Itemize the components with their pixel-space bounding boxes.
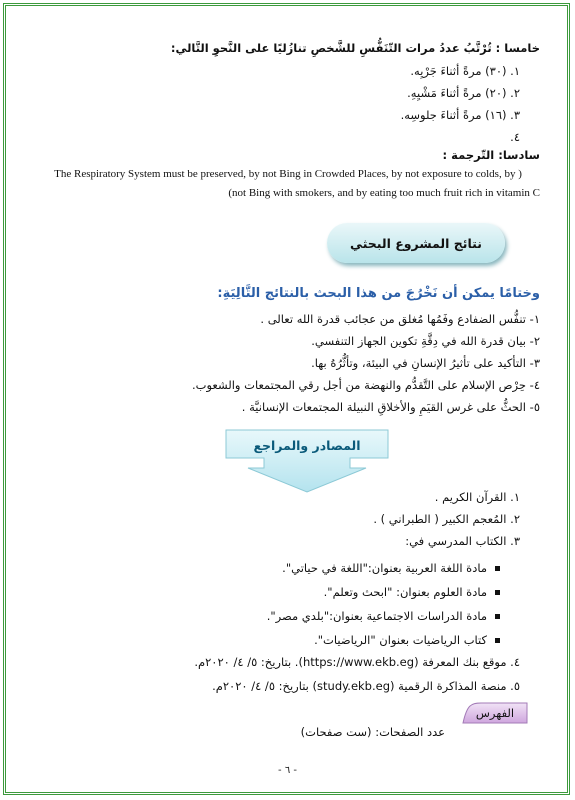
page-number: - ٦ - [278,765,297,776]
list-item: ١. القرآن الكريم . [434,490,520,504]
list-item: ٤- حِرْص الإسلام على التَّقدُّم والنهضة من أجل رقي المجتمعات والشعوب. [192,378,540,392]
section-5-list [20,60,520,148]
list-item: ٢. المُعجم الكبير ( الطبراني ) . [373,512,520,526]
sub-item-label: مادة الدراسات الاجتماعية بعنوان:"بلدي مصر". [266,609,487,623]
bullet-icon [495,638,500,643]
references-title: المصادر والمراجع [253,437,361,453]
results-title-pill: نتائج المشروع البحثي [327,223,505,263]
translation-line-2: (not Bing with smokers, and by eating too much fruit rich in vitamin C [228,187,540,199]
sub-item-label: مادة العلوم بعنوان: "ابحث وتعلم". [323,585,487,599]
list-item [20,628,500,652]
list-item [20,604,500,628]
translation-line-1: The Respiratory System must be preserved, by not Bing in Crowded Places, by not exposure to colds, by ) [54,168,522,180]
list-item: ٢- بيان قدرة الله في دِقَّةِ تكوين الجهاز التنفسي. [311,334,540,348]
list-item: ١. (٣٠) مرةً أثناءَ جَرْيِه. [410,64,520,78]
bullet-icon [495,614,500,619]
list-item: ٤. موقع بنك المعرفة (https://www.ekb.eg). بتاريخ: ٥/ ٤/ ٢٠٢٠م. [194,655,520,669]
list-item: ٣. الكتاب المدرسي في: [405,534,520,548]
bullet-icon [495,590,500,595]
sub-item-label: كتاب الرياضيات بعنوان "الرياضيات". [314,633,487,647]
list-item: ١- تنفُّس الضفادع وفَمُها مُغلق من عجائب قدرة الله تعالى . [260,312,540,326]
list-item: ٣. (١٦) مرةً أثناءَ جلوسِه. [400,108,520,122]
section-5 [20,38,540,58]
results-intro: وختامًا يمكن أن نَخْرُجَ من هذا البحث بالنتائج التَّالِيَةِ: [217,286,540,301]
references-sub-list [20,556,500,652]
list-item: ٥- الحثُّ على غرس القيَمِ والأخلاقِ النبيلة المجتمعات الإنسانيَّة . [241,400,540,414]
section-5-heading: خامسا : تُرْتَّبُ عددُ مرات التّنَفُّسِ للشَّخصِ تنازُليًا على النَّحوِ التَّالي: [170,41,540,55]
list-item [20,580,500,604]
pages-count: عدد الصفحات: (ست صفحات) [300,725,445,739]
references-list-continued [20,650,520,698]
list-item: ٣- التأكيد على تأثيرُ الإنسانِ في البيئة، وتأثُّرُهُ بها. [311,356,540,370]
references-list [20,486,520,552]
section-6 [20,145,540,165]
section-6-heading: سادسا: التّرجمة : [442,148,540,162]
index-label: الفهرس [475,706,515,720]
list-item [20,556,500,580]
list-item: ٥. منصة المذاكرة الرقمية (study.ekb.eg) بتاريخ: ٥/ ٤/ ٢٠٢٠م. [212,679,520,693]
results-list [20,308,540,418]
bullet-icon [495,566,500,571]
sub-item-label: مادة اللغة العربية بعنوان:"اللغة في حياتي". [282,561,487,575]
list-item: ٤. [510,130,520,144]
list-item: ٢. (٢٠) مرةً أثناءَ مَشْيِهِ. [407,86,520,100]
